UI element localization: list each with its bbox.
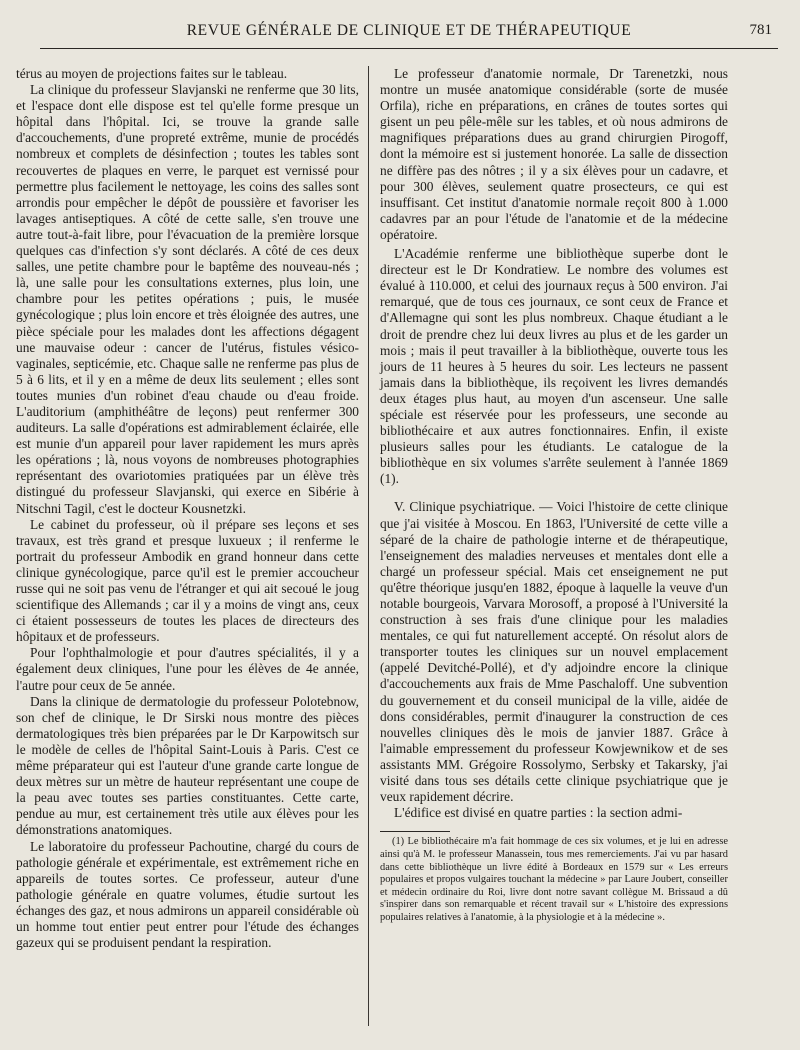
paragraph: Pour l'ophthalmologie et pour d'autres spécialités, il y a également deux cliniques, l'une pour les élèves de 4e année, l'autre pour ceux de 5e année. — [16, 645, 359, 693]
paragraph: Le cabinet du professeur, où il prépare ses leçons et ses travaux, est très grand et presque luxueux ; il renferme le portrait du professeur Ambodik en grand honneur dans cette clinique gynécologique, parce qu'il est le premier accoucheur russe qui ne soit pas venu de l'étranger et qui ait secoué le joug scientifique des Allemands ; car il y a moins de vingt ans, ceux ci étaient possesseurs de toutes les places de directeurs des hôpitaux et de professeurs. — [16, 516, 359, 645]
running-title: REVUE GÉNÉRALE DE CLINIQUE ET DE THÉRAPEUTIQUE — [186, 22, 632, 39]
section-paragraph-psychiatrique: V. Clinique psychiatrique. — Voici l'histoire de cette clinique que j'ai visitée à Moscou. En 1863, l'Université de cette ville a séparé de la chaire de pathologie interne et de thérapeutique, l'enseignement des maladies nerveuses et mentales dont elle a chargé un professeur spécial. Mais cet enseignement ne put qu'être théorique jusqu'en 1882, époque à laquelle la veuve d'un notable bourgeois, Varvara Morosoff, a proposé à l'Université la construction à ses frais d'une clinique pour les maladies mentales, ce qui fut naturellement accepté. On résolut alors de transporter toutes les cliniques sur un nouvel emplacement (appelé Devitché-Pollé), et d'y adjoindre encore la clinique d'accouchements aux frais de Mme Paschaloff. Une subvention du gouvernement et du conseil municipal de la ville, aidée de dons considérables, permit d'inaugurer la construction de ces nouvelles cliniques dès le mois de janvier 1887. Grâce à l'aimable empressement du professeur Kowjewnikow et de ses assistants MM. Grégoire Rossolymo, Serbsky et Takarsky, j'ai visité dans tous ses détails cette clinique psychiatrique que je veux rapidement décrire. — [380, 499, 728, 805]
paragraph: L'édifice est divisé en quatre parties : la section admi- — [394, 805, 683, 821]
paragraph: Le laboratoire du professeur Pachoutine, chargé du cours de pathologie générale et expérimentale, est extrêmement riche en appareils de toutes sortes. Ce professeur, auteur d'une pathologie générale en quatre volumes, étudie surtout les échanges des gaz, et nous admirons un appareil considérable où un homme tout entier peut entrer pour l'étude des échanges gazeux qui se produisent pendant la respiration. — [16, 838, 359, 951]
page-number: 781 — [749, 22, 772, 38]
page-header — [40, 18, 778, 49]
footnote: (1) Le bibliothécaire m'a fait hommage de ces six volumes, et je lui en adresse ainsi qu'à M. le professeur Manassein, tous mes remerciements. J'ai vu par hasard dans cette bibliothèque un livre édité à Bordeaux en 1579 sur « Les erreurs populaires et propos vulgaires touchant la médecine » par Laure Joubert, conseiller et médecin ordinaire du Roi, livre dont notre savant collègue M. Brissaud a dû s'inspirer dans son remarquable et récent travail sur « L'histoire des expressions populaires relatives à l'anatomie, à la physiologie et à la médecine ». — [380, 836, 728, 923]
paragraph: L'Académie renferme une bibliothèque superbe dont le directeur est le Dr Kondratiew. Le nombre des volumes est évalué à 110.000, et celui des journaux reçus à 500 environ. J'ai remarqué, que de tous ces journaux, ce sont ceux de France et d'Allemagne qui sont les plus nombreux. Chaque étudiant a le droit de prendre chez lui deux livres au plus et de les garder un mois ; mais il peut travailler à la bibliothèque, ouverte tous les jours de 11 heures à 5 heures du soir. Les lecteurs ne passent jamais dans la bibliothèque, ils reçoivent les livres demandés deux étages plus haut, au moyen d'un ascenseur. Une salle spéciale est réservée pour les professeurs, une seconde au bibliothécaire et aux autres fonctionnaires. Enfin, il existe plusieurs salles pour les étudiants. Le catalogue de la bibliothèque en six volumes s'arrête seulement à l'année 1869 (1). — [380, 246, 728, 487]
paragraph: térus au moyen de projections faites sur le tableau. — [16, 66, 288, 81]
right-column — [380, 66, 728, 924]
paragraph: Dans la clinique de dermatologie du professeur Polotebnow, son chef de clinique, le Dr Sirski nous montre des pièces dermatologiques très bien préparées par le Dr Karpowitsch sur le modèle de celles de l'hôpital Saint-Louis à Paris. C'est ce même préparateur qui est l'auteur d'une grande carte longue de deux mètres sur un mètre de hauteur représentant une coupe de la peau avec toutes ses parties constituantes. Cette carte, pendue au mur, est certainement très utile aux élèves pour les démonstrations anatomiques. — [16, 693, 359, 838]
column-divider — [368, 66, 369, 1026]
paragraph: La clinique du professeur Slavjanski ne renferme que 30 lits, et l'espace dont elle dispose est tel qu'elle forme presque un hôpital dans l'hôpital. Ici, se trouve la grande salle d'accouchements, d'une propreté extrême, munie de procédés nombreux et complets de désinfection ; toutes les tables sont recouvertes de plaques en verre, le parquet est vernissé pour permettre plus facilement le nettoyage, les coins des salles sont arrondis pour empêcher le dépôt de poussière et favoriser les lavages antiseptiques. A côté de cette salle, s'en trouve une autre tout-à-fait libre, pour l'évacuation de la première lorsque quelques cas d'infection s'y sont déclarés. A côté de ces deux salles, une petite chambre pour le baptême des nouveau-nés ; là, une salle pour les consultations externes, plus loin, une chambre pour les petites opérations ; puis, le musée gynécologique ; plus loin encore et très éloignée des autres, une pièce spéciale pour les malades dont les affections dégagent une mauvaise odeur : cancer de l'utérus, fistules vésico-vaginales, septicémie, etc. Chaque salle ne renferme pas plus de 5 à 6 lits, et il y en a même de deux lits seulement ; elles sont toutes munies d'un robinet d'eau chaude ou d'eau froide. L'auditorium (amphithéâtre de leçons) peut renfermer 300 auditeurs. La salle d'opérations est admirablement éclairée, elle est munie d'un appareil pour laver rapidement les murs après les opérations ; là, nous voyons de nombreuses photographies représentant des ovariotomies pratiquées par un élève très distingué du professeur Slavjanski, qui exerce en Sibérie à Nitschni Tagil, c'est le docteur Kousnetzki. — [16, 82, 359, 516]
footnote-separator — [380, 831, 450, 832]
left-column — [16, 66, 359, 951]
paragraph: Le professeur d'anatomie normale, Dr Tarenetzki, nous montre un musée anatomique considérable (sorte de musée Orfila), riche en préparations, en crânes de toutes sortes qui gisent un peu pêle-mêle sur les tables, et où nous admirons de magnifiques préparations dues au grand chirurgien Pirogoff, dont la mémoire est si justement honorée. La salle de dissection ne diffère pas des nôtres ; il y a six élèves pour un cadavre, et pour 300 élèves, seulement quatre prosecteurs, ce qui est insuffisant. Cet institut d'anatomie normale reçoit 800 à 1.000 cadavres par an pour l'étude de l'anatomie et de la médecine opératoire. — [380, 66, 728, 242]
